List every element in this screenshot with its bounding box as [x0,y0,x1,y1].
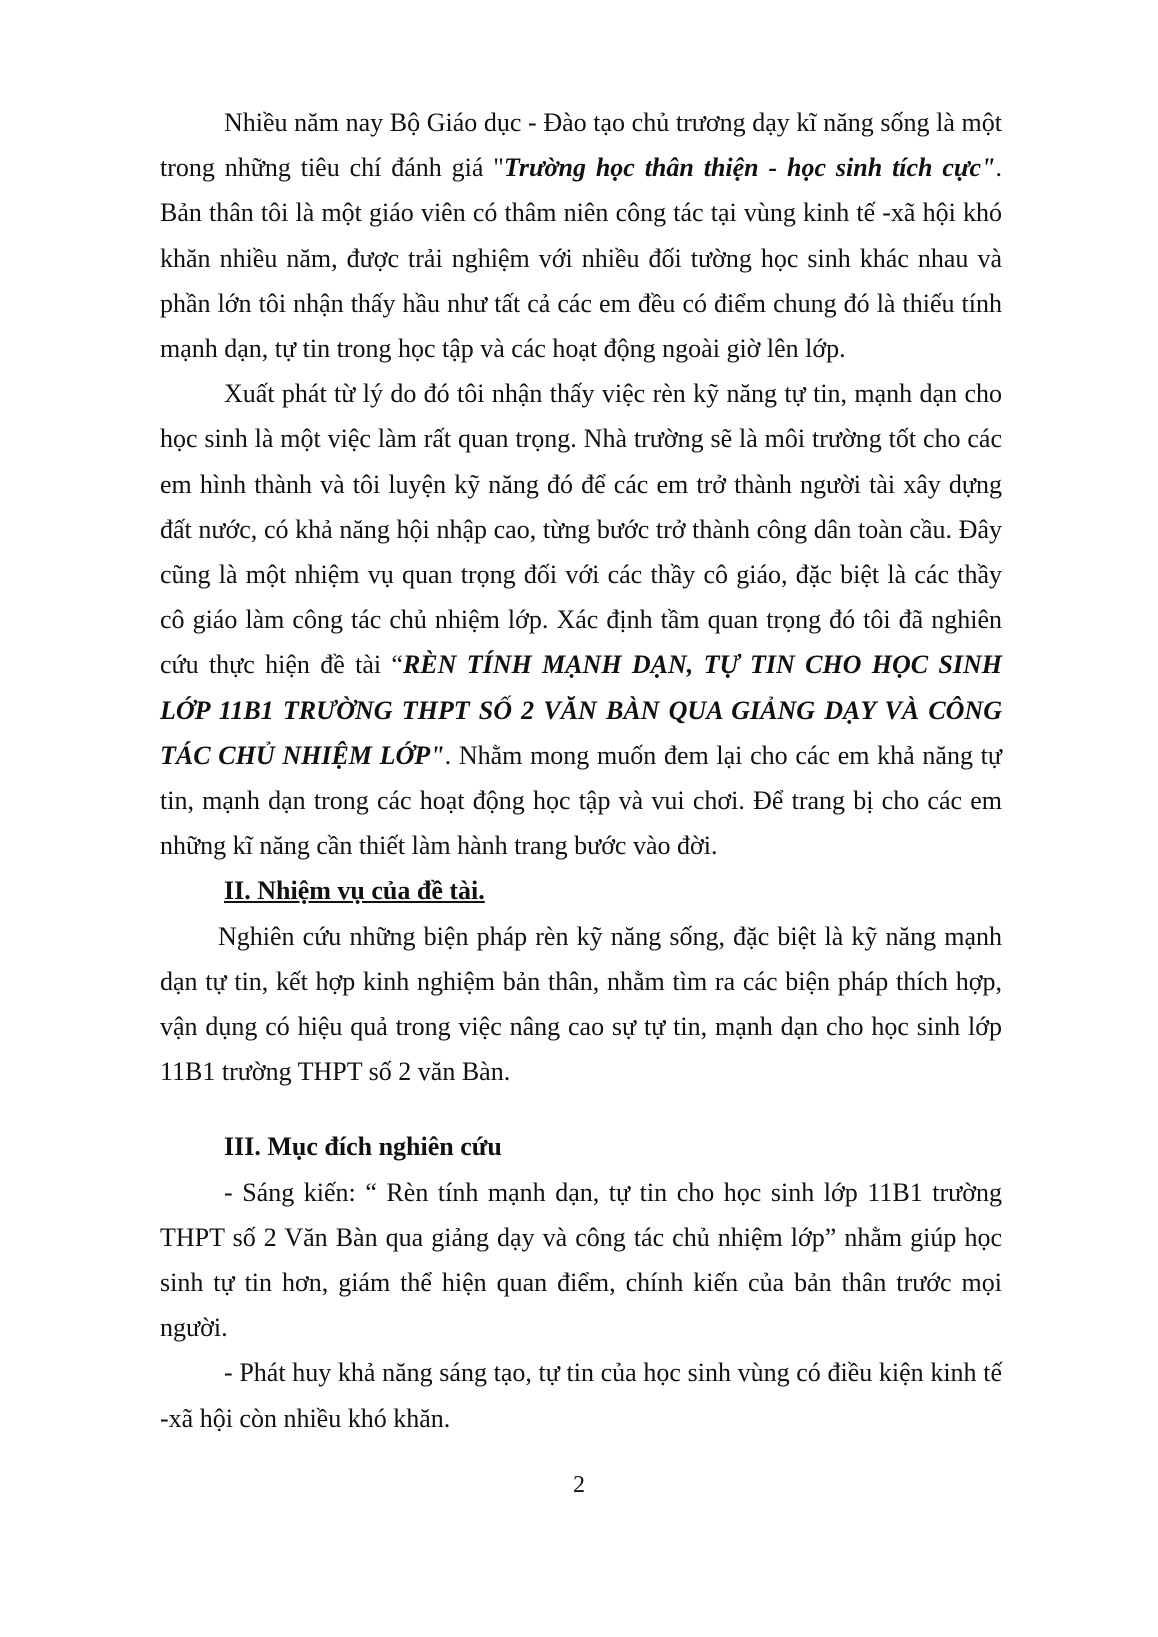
reason-text-a: Xuất phát từ lý do đó tôi nhận thấy việc rèn kỹ năng tự tin, mạnh dạn cho học sinh là một việc làm rất quan trọng. Nhà trường sẽ là môi trường tốt cho các em hình thành và tôi luyện kỹ năng đó để các em trở thành người tài xây dựng đất nước, có khả năng hội nhập cao, từng bước trở thành công dân toàn cầu. Đây cũng là một nhiệm vụ quan trọng đối với các thầy cô giáo, đặc biệt là các thầy cô giáo làm công tác chủ nhiệm lớp. Xác định tầm quan trọng đó tôi đã nghiên cứu thực hiện đề tài “ [160,379,1002,680]
section-heading-ii [160,868,1002,913]
intro-text-c: . Bản thân tôi là một giáo viên có thâm niên công tác tại vùng kinh tế -xã hội khó khăn nhiều năm, được trải nghiệm với nhiều đối tường học sinh khác nhau và phần lớn tôi nhận thấy hầu như tất cả các em đều có điểm chung đó là thiếu tính mạnh dạn, tự tin trong học tập và các hoạt động ngoài giờ lên lớp. [160,153,1002,364]
paragraph-tasks: Nghiên cứu những biện pháp rèn kỹ năng sống, đặc biệt là kỹ năng mạnh dạn tự tin, kết hợp kinh nghiệm bản thân, nhằm tìm ra các biện pháp thích hợp, vận dụng có hiệu quả trong việc nâng cao sự tự tin, mạnh dạn cho học sinh lớp 11B1 trường THPT số 2 văn Bàn. [160,921,1002,1087]
topic-title: RÈN TÍNH MẠNH DẠN, TỰ TIN CHO HỌC SINH LỚP 11B1 TRƯỜNG THPT SỐ 2 VĂN BÀN QUA GIẢNG DẠY VÀ CÔNG TÁC CHỦ NHIỆM LỚP" [160,650,1002,770]
intro-emphasis: Trường học thân thiện - học sinh tích cực" [503,153,996,183]
reason-text-c: . Nhằm mong muốn đem lại cho các em khả năng tự tin, mạnh dạn trong các hoạt động học tập và vui chơi. Để trang bị cho các em những kĩ năng cần thiết làm hành trang bước vào đời. [160,740,1002,861]
paragraph-reason [160,371,1002,868]
section-heading-ii-text: II. Nhiệm vụ của đề tài. [224,876,485,906]
spacer [160,1094,1002,1124]
page-number: 2 [573,1472,585,1498]
paragraph-intro [160,100,1002,371]
paragraph-purpose-2: - Phát huy khả năng sáng tạo, tự tin của học sinh vùng có điều kiện kinh tế -xã hội còn nhiều khó khăn. [160,1358,1002,1433]
paragraph-purpose-1: - Sáng kiến: “ Rèn tính mạnh dạn, tự tin cho học sinh lớp 11B1 trường THPT số 2 Văn Bàn qua giảng dạy và công tác chủ nhiệm lớp” nhằm giúp học sinh tự tin hơn, giám thể hiện quan điểm, chính kiến của bản thân trước mọi người. [160,1177,1002,1343]
document-page [160,100,1002,1441]
intro-text-a: Nhiều năm nay Bộ Giáo dục - Đào tạo chủ trương dạy kĩ năng sống là một trong những tiêu chí đánh giá " [160,108,1002,183]
section-heading-iii: III. Mục đích nghiên cứu [224,1132,502,1162]
